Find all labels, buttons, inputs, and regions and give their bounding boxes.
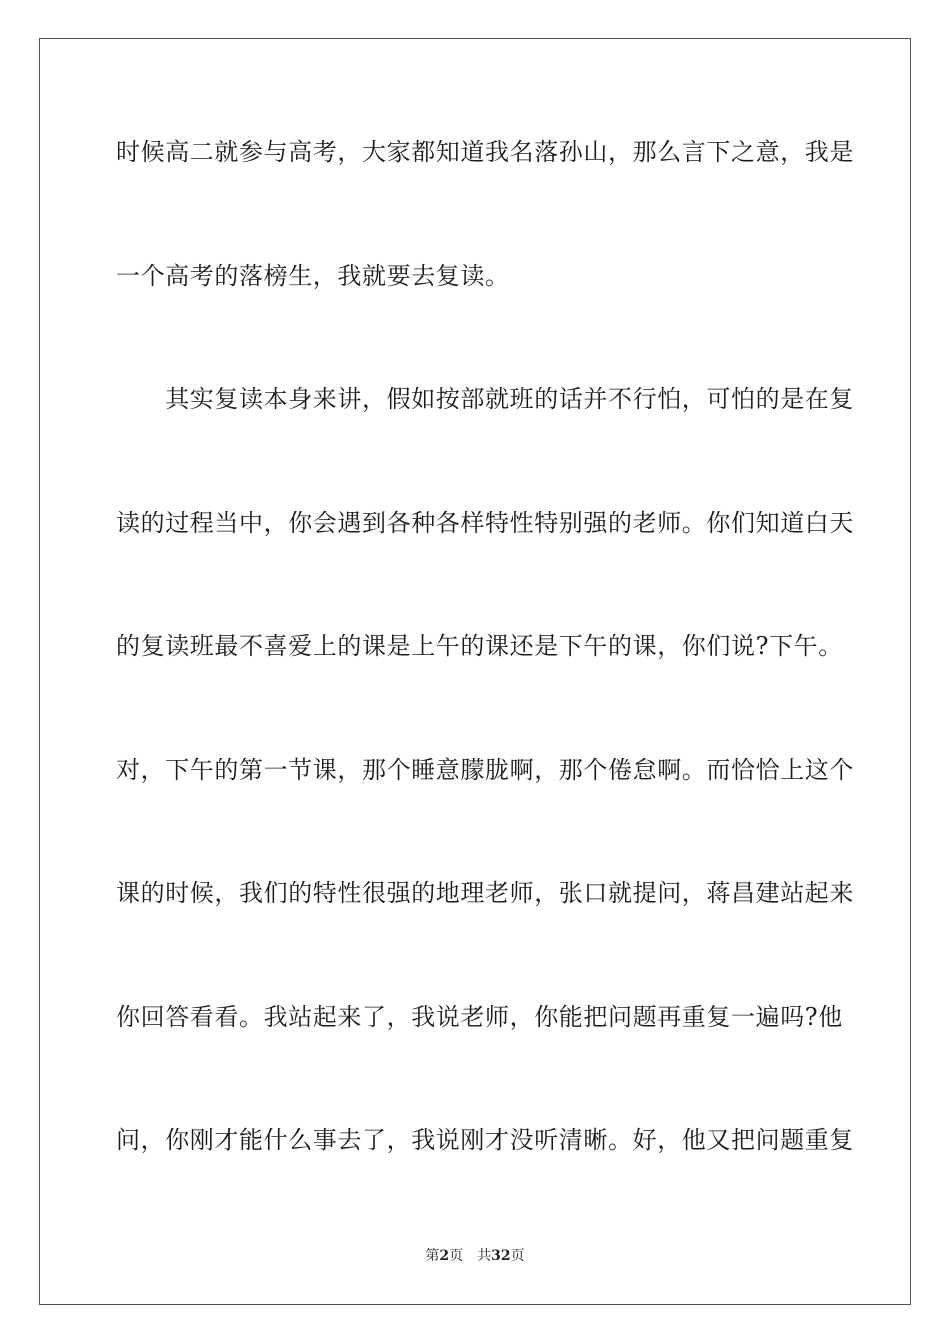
paragraph-line: 对，下午的第一节课，那个睡意朦胧啊，那个倦怠啊。而恰恰上这个: [116, 756, 854, 784]
paragraph-line: 时候高二就参与高考，大家都知道我名落孙山，那么言下之意，我是: [116, 138, 854, 166]
page-total-suffix: 页: [510, 1248, 525, 1264]
page-number-prefix: 第: [425, 1248, 440, 1264]
page-number-current: 2: [439, 1248, 450, 1264]
paragraph-line: 你回答看看。我站起来了，我说老师，你能把问题再重复一遍吗?他: [116, 1003, 843, 1031]
paragraph-line: 课的时候，我们的特性很强的地理老师，张口就提问，蒋昌建站起来: [116, 879, 854, 907]
paragraph-line: 的复读班最不喜爱上的课是上午的课还是下午的课，你们说?下午。: [116, 632, 843, 660]
paragraph-line: 问，你刚才能什么事去了，我说刚才没听清晰。好，他又把问题重复: [116, 1126, 854, 1154]
paragraph-line: 其实复读本身来讲，假如按部就班的话并不行怕，可怕的是在复: [116, 385, 854, 413]
page-total-prefix: 共: [477, 1248, 492, 1264]
paragraph-line: 读的过程当中，你会遇到各种各样特性特别强的老师。你们知道白天: [116, 509, 854, 537]
paragraph-line: 一个高考的落榜生，我就要去复读。: [116, 262, 510, 290]
page-border: [39, 38, 911, 1305]
page-footer: [0, 1247, 950, 1265]
page-total-count: 32: [491, 1248, 511, 1264]
page-number-suffix: 页: [449, 1248, 464, 1264]
